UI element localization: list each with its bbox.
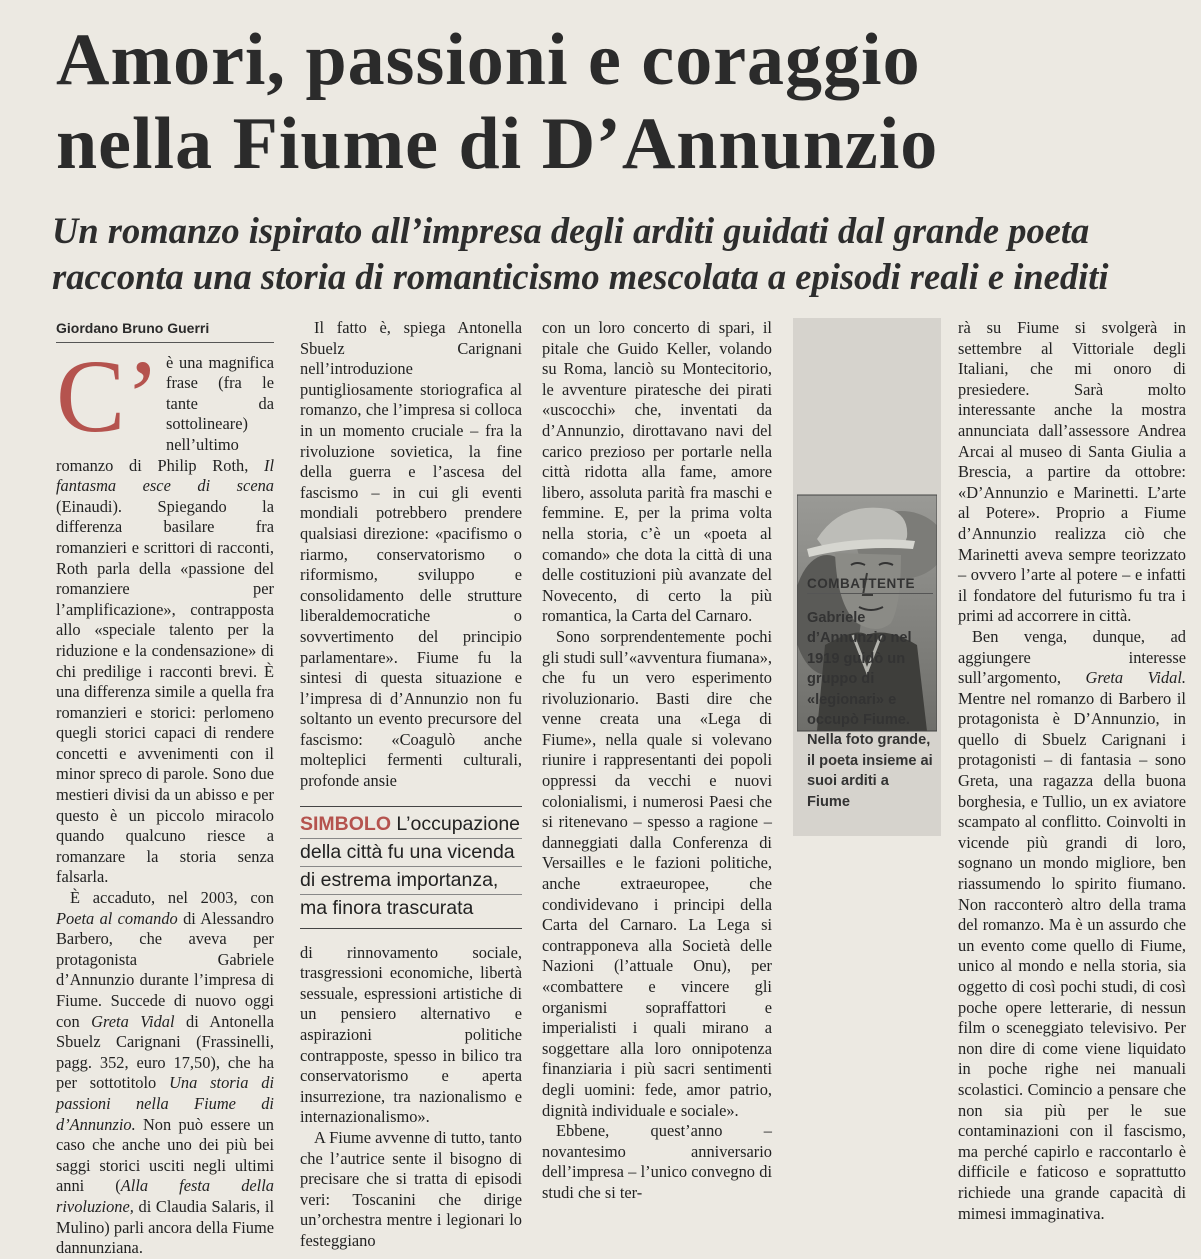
paragraph: Sono sorprendentemente pochi gli studi sull’«avventura fiumana», che fu un vero esperimento rivoluzionario. Basti dire che venne creata una «Lega di Fiume», nella quale si volevano riunire i rappresentanti dei popoli oppressi da vecchi e nuovi colonialismi, i numerosi Paesi che si ritenevano – spesso a ragione – danneggiati dalla Conferenza di Versailles e le fazioni politiche, anche extraeuropee, che condividevano i principi della Carta del Carnaro. La Lega si contrapponeva alla Società delle Nazioni (l’attuale Onu), per «combattere e vincere gli organismi sopraffattori e imperialisti i quali mirano a soggettare alla loro onnipotenza finanziaria i più sacri sentimenti degli uomini: fede, amor patrio, dignità individuale e sociale». — [542, 626, 772, 1120]
paragraph: Il fatto è, spiega Antonella Sbuelz Carignani nell’introduzione puntigliosamente storiografica al romanzo, che l’impresa si colloca in un momento cruciale – fra la rivoluzione sovietica, la fine della guerra e l’ascesa del fascismo – in cui gli eventi mondiali potrebbero prendere qualsiasi direzione: «pacifismo o riarmo, conservatorismo o riformismo, sviluppo e consolidamento delle strutture liberaldemocratiche o sovvertimento del principio parlamentare». Fiume fu la sintesi di questa situazione e l’impresa di d’Annunzio non fu soltanto un evento precursore del fascismo: «Coagulò anche molteplici fermenti culturali, profonde ansie — [300, 318, 522, 791]
byline: Giordano Bruno Guerri — [56, 318, 274, 343]
paragraph: rà su Fiume si svolgerà in settembre al Vittoriale degli Italiani, che mi onoro di presiedere. Sarà molto interessante anche la mostra annunciata dall’assessore Andrea Arcai al museo di Santa Giulia a Brescia, a partire da ottobre: «D’Annunzio e Marinetti. L’arte al Potere». Proprio a Fiume d’Annunzio realizza ciò che Marinetti aveva sempre teorizzato – ovvero l’arte al potere – e infatti il fondatore del futurismo fu tra i primi ad accorrere in città. — [958, 318, 1186, 626]
pull-quote-label: SIMBOLO — [300, 812, 391, 835]
subhead-line-1: Un romanzo ispirato all’impresa degli arditi guidati dal grande poeta — [52, 210, 1090, 251]
paragraph: C’ è una magnifica frase (fra le tante da sottolineare) nell’ultimo romanzo di Philip Roth, Il fantasma esce di scena (Einaudi). Spiegando la differenza basilare fra romanzieri e scrittori di racconti, Roth parla della «passione del romanziere per l’amplificazione», contrapposta allo «speciale talento per la riduzione e la condensazione» di chi predilige i racconti brevi. È una differenza simile a quella fra romanzieri e storici: perlomeno quegli storici capaci di rendere concetti e avvenimenti con il minor spreco di parole. Sono due mestieri divisi da un abisso e per questo è un piccolo miracolo quando qualcuno riesce a romanzare la storia senza falsarla. — [56, 338, 274, 887]
column-2 — [300, 318, 522, 1252]
caption-kicker: COMBATTENTE — [807, 576, 933, 594]
subheadline — [52, 208, 1192, 300]
headline-line-1: Amori, passioni e coraggio — [56, 19, 921, 101]
book-title: Greta Vidal. — [1085, 668, 1186, 688]
photo-box — [793, 318, 941, 836]
paragraph: Ben venga, dunque, ad aggiungere interesse sull’argomento, Greta Vidal. Mentre nel romanzo di Barbero il protagonista è D’Annunzio, in quello di Sbuelz Carignani i protagonisti – di fantasia – sono Greta, una ragazza della buona borghesia, e Tullio, un ex aviatore scampato al conflitto. Coinvolti in vicende più grandi di loro, sognano un mondo migliore, ben riassumendo lo spirito fiumano. Non racconterò altro della trama del romanzo. Ma è un assurdo che un evento come quello di Fiume, unico al mondo e nella storia, sia oggetto di così pochi studi, di così poche opere letterarie, di nessun film o sceneggiato televisivo. Per non dire di come viene liquidato in poche righe nei manuali scolastici. Comincio a pensare che non sia più per le sue contaminazioni con il fascismo, ma perché capirlo e raccontarlo è difficile e faticoso e soprattutto richiede una grande capacità di mimesi immaginativa. — [958, 626, 1186, 1223]
pull-quote: SIMBOLO L’occupazione della città fu una vicenda di estrema importanza, ma finora trascurata — [300, 806, 522, 929]
paragraph: di rinnovamento sociale, trasgressioni economiche, libertà sessuale, espressioni artistiche di un pensiero alternativo e aspirazioni politiche contrapposte, spesso in bilico tra conservatorismo e aperta insurrezione, tra nazionalismo e internazionalismo». — [300, 942, 522, 1127]
book-title: Alla festa della rivoluzione, — [56, 1176, 274, 1216]
column-1 — [56, 318, 274, 1259]
column-3 — [542, 318, 772, 1204]
book-title: Poeta al comando — [56, 908, 178, 928]
book-subtitle: Una storia di passioni nella Fiume di d’Annunzio. — [56, 1073, 274, 1134]
headline — [56, 18, 1176, 186]
drop-cap: C’ — [56, 338, 160, 454]
headline-line-2: nella Fiume di D’Annunzio — [56, 103, 939, 185]
book-title: Il fantasma esce di scena — [56, 455, 274, 496]
photo-caption: Gabriele d’Annunzio nel 1919 guidò un gruppo di «legionari» e occupò Fiume. Nella foto grande, il poeta insieme ai suoi arditi a Fiume — [807, 610, 933, 810]
book-title: Greta Vidal — [91, 1011, 175, 1031]
paragraph: È accaduto, nel 2003, con Poeta al comando di Alessandro Barbero, che aveva per protagonista Gabriele d’Annunzio durante l’impresa di Fiume. Succede di nuovo oggi con Greta Vidal di Antonella Sbuelz Carignani (Frassinelli, pagg. 352, euro 17,50), che ha per sottotitolo Una storia di passioni nella Fiume di d’Annunzio. Non può essere un caso che anche uno dei più bei saggi storici usciti negli ultimi anni (Alla festa della rivoluzione, di Claudia Salaris, il Mulino) parli ancora della Fiume dannunziana. — [56, 888, 274, 1258]
paragraph: A Fiume avvenne di tutto, tanto che l’autrice sente il bisogno di precisare che si tratta di episodi veri: Toscanini che dirige un’orchestra mentre i legionari lo festeggiano — [300, 1128, 522, 1250]
paragraph: Ebbene, quest’anno – novantesimo anniversario dell’impresa – l’unico convegno di studi che si ter- — [542, 1121, 772, 1202]
paragraph: con un loro concerto di spari, il pitale che Guido Keller, volando su Roma, lanciò su Montecitorio, le avventure piratesche dei pirati «uscocchi» che, inventati da d’Annunzio, dirottavano navi del carico prezioso per portarle nella città ridotta alla fame, amore libero, assoluta parità fra maschi e femmine. E, per la prima volta nella storia, c’è un «poeta al comando» che dota la città di una delle costituzioni più avanzate del Novecento, di certo la più romantica, la Carta del Carnaro. — [542, 318, 772, 626]
column-4 — [958, 318, 1186, 1224]
subhead-line-2: racconta una storia di romanticismo mescolata a episodi reali e inediti — [52, 256, 1109, 297]
